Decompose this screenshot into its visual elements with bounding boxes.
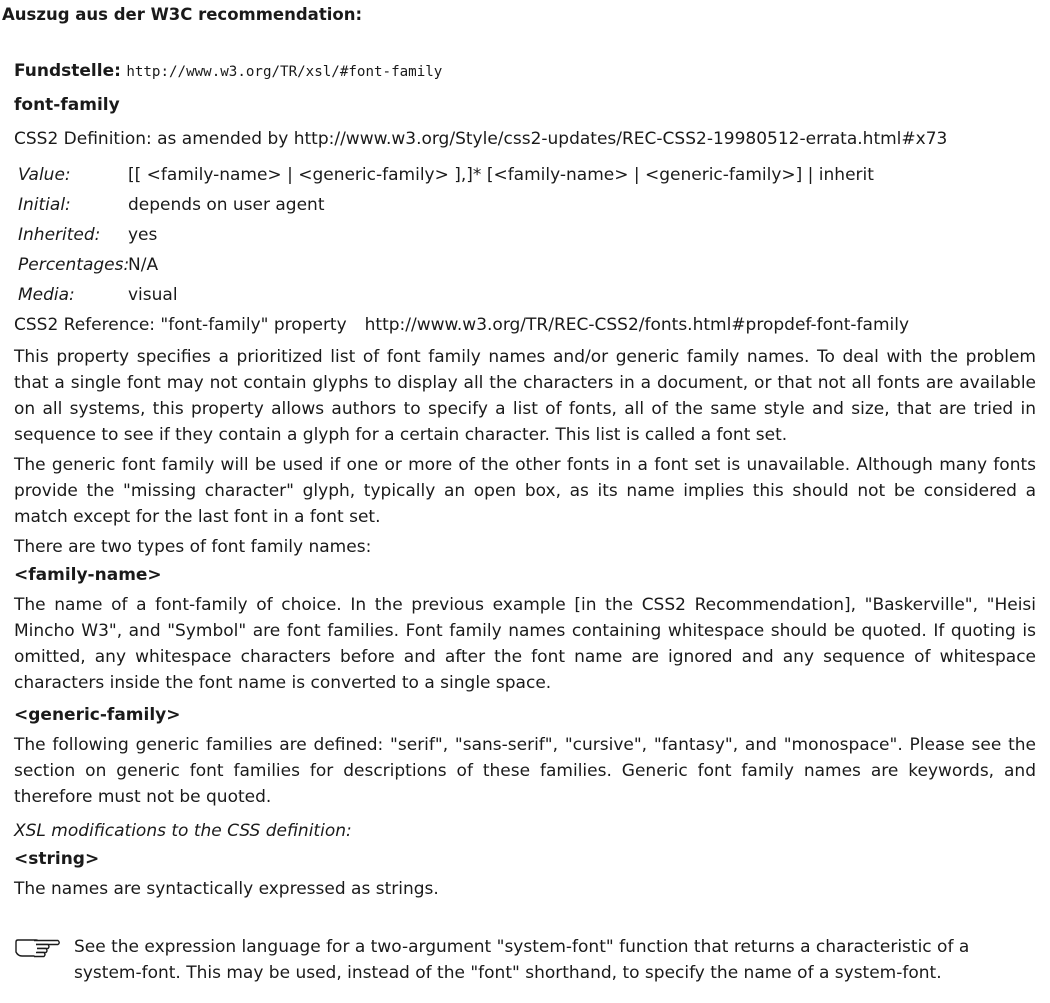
css2-definition: CSS2 Definition: as amended by http://www.w3.org/Style/css2-updates/REC-CSS2-19980512-errata.html#x73 [14, 129, 948, 149]
property-value: N/A [128, 255, 159, 275]
note-text: See the expression language for a two-argument "system-font" function that returns a characteristic of a system-font. This may be used, instead of the "font" shorthand, to specify the name of a system-font. [74, 937, 970, 983]
reference-label: Fundstelle: [14, 61, 121, 81]
description-paragraph: This property specifies a prioritized list of font family names and/or generic family names. To deal with the problem that a single font may not contain glyphs to display all the characters in a document, or that not all fonts are available on all systems, this property allows authors to specify a list of fonts, all of the same style and size, that are tried in sequence to see if they contain a glyph for a certain character. This list is called a font set. [14, 347, 1036, 445]
family-name-heading: <family-name> [14, 565, 162, 585]
property-key: Initial: [18, 195, 71, 215]
css2-reference-label: CSS2 Reference: "font-family" property [14, 315, 347, 335]
types-intro: There are two types of font family names: [14, 537, 372, 557]
generic-family-heading: <generic-family> [14, 705, 181, 725]
property-value: yes [128, 225, 158, 245]
property-row-percentages [18, 250, 1036, 280]
property-value: [[ <family-name> | <generic-family> ],]* [<family-name> | <generic-family>] | inherit [128, 165, 874, 185]
property-key: Percentages: [18, 255, 130, 275]
property-key: Value: [18, 165, 71, 185]
property-table [18, 160, 1036, 310]
family-name-description: The name of a font-family of choice. In the previous example [in the CSS2 Recommendation], "Baskerville", "Heisi Mincho W3", and "Symbol" are font families. Font family names containing whitespace should be quoted. If quoting is omitted, any whitespace characters before and after the font name are ignored and any sequence of whitespace characters inside the font name is converted to a single space. [14, 595, 1036, 693]
reference-url[interactable]: http://www.w3.org/TR/xsl/#font-family [126, 64, 443, 80]
string-heading: <string> [14, 849, 100, 869]
pointing-hand-icon [14, 934, 74, 986]
page-heading: Auszug aus der W3C recommendation: [2, 5, 363, 24]
string-description: The names are syntactically expressed as strings. [14, 879, 439, 899]
property-key: Inherited: [18, 225, 101, 245]
spec-excerpt [14, 58, 1036, 902]
property-row-initial [18, 190, 1036, 220]
property-row-inherited [18, 220, 1036, 250]
css2-reference-url[interactable]: http://www.w3.org/TR/REC-CSS2/fonts.html#propdef-font-family [364, 315, 910, 335]
property-value: visual [128, 285, 178, 305]
xsl-modifications-heading: XSL modifications to the CSS definition: [14, 821, 352, 841]
note-box [14, 934, 1036, 986]
property-row-value [18, 160, 1036, 190]
property-key: Media: [18, 285, 75, 305]
generic-fallback-paragraph: The generic font family will be used if one or more of the other fonts in a font set is unavailable. Although many fonts provide the "missing character" glyph, typically an open box, as its name implies this should not be considered a match except for the last font in a font set. [14, 455, 1036, 527]
property-name: font-family [14, 95, 120, 115]
reference-line [14, 58, 1036, 84]
property-value: depends on user agent [128, 195, 325, 215]
property-row-media [18, 280, 1036, 310]
generic-family-description: The following generic families are defined: "serif", "sans-serif", "cursive", "fantasy", and "monospace". Please see the section on generic font families for descriptions of these families. Generic font family names are keywords, and therefore must not be quoted. [14, 735, 1036, 807]
css2-reference [14, 312, 1036, 338]
